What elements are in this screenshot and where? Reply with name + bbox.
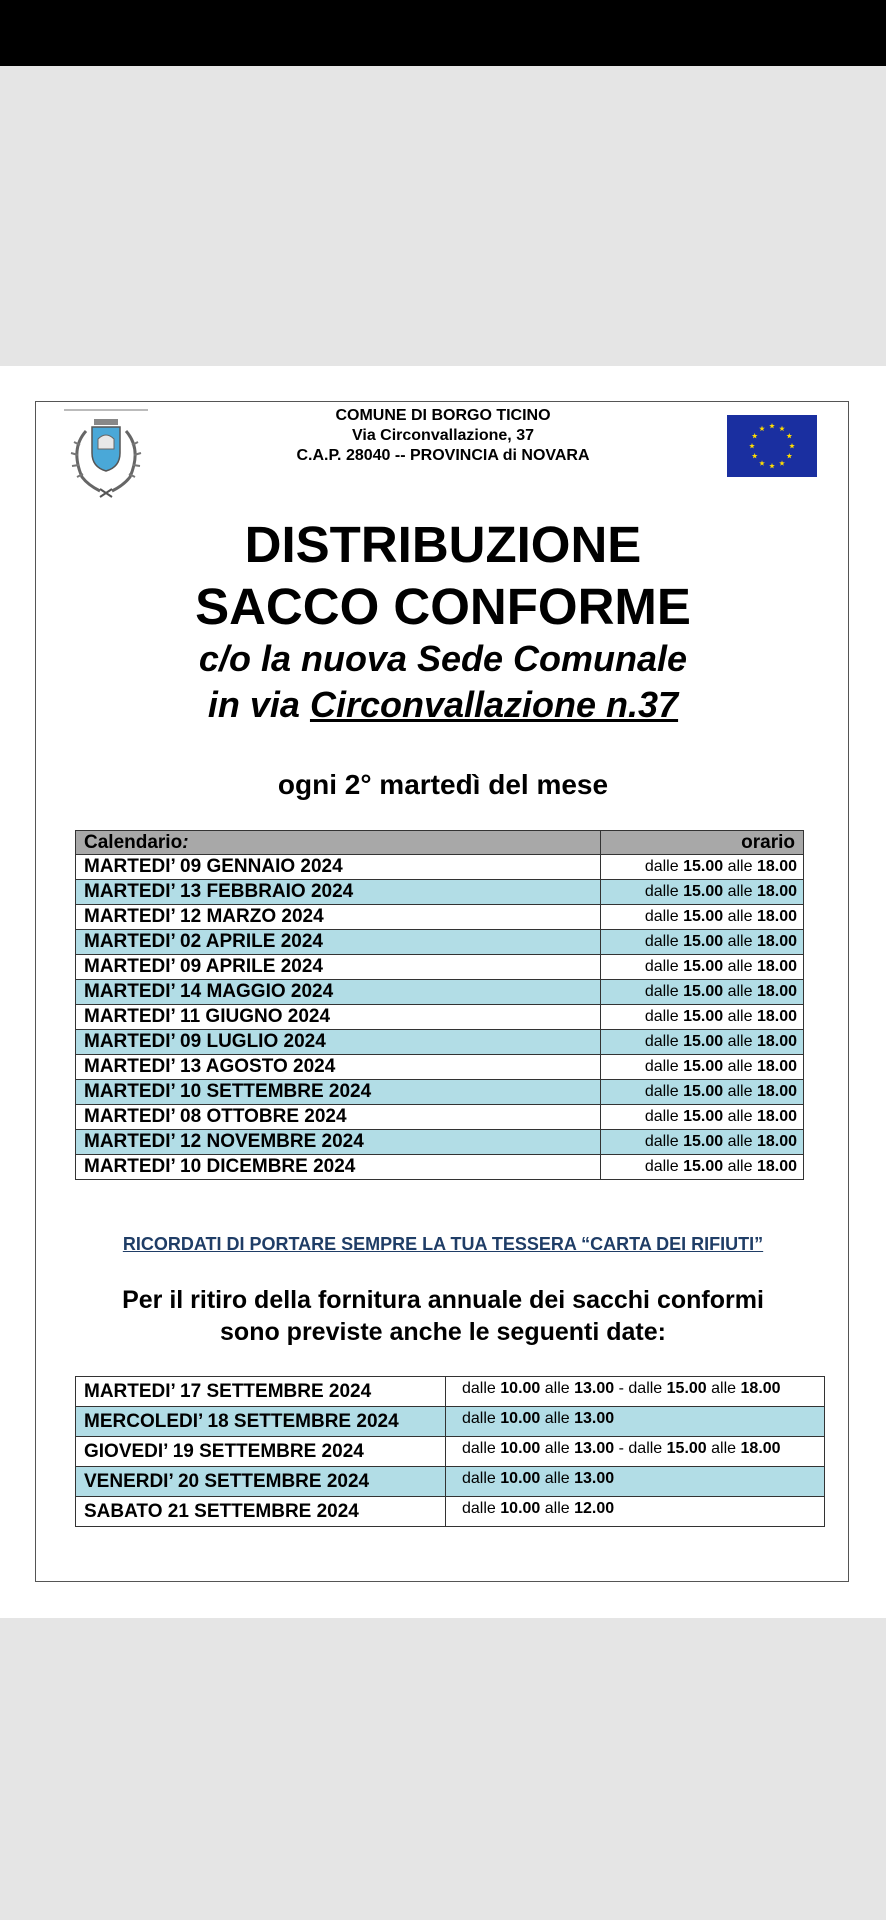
calendar-date: MARTEDI’ 09 LUGLIO 2024 bbox=[76, 1030, 601, 1055]
time-value: 18.00 bbox=[756, 1083, 797, 1100]
extra-date: VENERDI’ 20 SETTEMBRE 2024 bbox=[76, 1467, 446, 1497]
time-word: dalle bbox=[644, 908, 679, 925]
extra-date-row bbox=[76, 1467, 825, 1497]
time-word: dalle bbox=[644, 883, 679, 900]
time-word: dalle bbox=[644, 1108, 679, 1125]
time-value: 15.00 bbox=[683, 883, 724, 900]
time-word: dalle bbox=[644, 933, 679, 950]
calendar-body bbox=[76, 855, 804, 1180]
time-word: dalle bbox=[462, 1500, 496, 1517]
time-word: dalle bbox=[462, 1440, 496, 1457]
time-word: alle bbox=[727, 1158, 753, 1175]
time-word: alle bbox=[727, 858, 753, 875]
calendar-time bbox=[601, 955, 804, 980]
calendar-time bbox=[601, 1030, 804, 1055]
time-word: alle bbox=[727, 1133, 753, 1150]
time-value: 15.00 bbox=[683, 1083, 724, 1100]
calendar-header-date bbox=[76, 831, 601, 855]
time-word: dalle bbox=[644, 858, 679, 875]
time-word: dalle bbox=[644, 958, 679, 975]
note-line-2: sono previste anche le seguenti date: bbox=[220, 1318, 666, 1346]
calendar-table bbox=[75, 830, 804, 1180]
calendar-row bbox=[76, 930, 804, 955]
eu-flag-icon bbox=[727, 415, 817, 477]
time-value: 10.00 bbox=[500, 1380, 541, 1397]
calendar-time bbox=[601, 1080, 804, 1105]
calendar-header-row bbox=[76, 831, 804, 855]
municipality-address: Via Circonvallazione, 37 bbox=[351, 427, 534, 444]
time-word: dalle bbox=[644, 983, 679, 1000]
time-word: alle bbox=[544, 1410, 570, 1427]
extra-date: GIOVEDI’ 19 SETTEMBRE 2024 bbox=[76, 1437, 446, 1467]
extra-date: SABATO 21 SETTEMBRE 2024 bbox=[76, 1497, 446, 1527]
calendar-header-colon: : bbox=[182, 831, 189, 853]
time-word: alle bbox=[727, 883, 753, 900]
extra-date: MARTEDI’ 17 SETTEMBRE 2024 bbox=[76, 1377, 446, 1407]
time-word: alle bbox=[727, 958, 753, 975]
time-word: dalle bbox=[644, 1158, 679, 1175]
calendar-row bbox=[76, 980, 804, 1005]
calendar-date: MARTEDI’ 09 APRILE 2024 bbox=[76, 955, 601, 980]
municipality-postcode: C.A.P. 28040 -- PROVINCIA di NOVARA bbox=[296, 447, 590, 464]
extra-time: dalle 10.00 alle 13.00 - dalle 15.00 alle 18.00 bbox=[446, 1377, 825, 1407]
time-value: 15.00 bbox=[683, 1133, 724, 1150]
time-value: 13.00 bbox=[574, 1470, 615, 1487]
calendar-header-time: orario bbox=[601, 831, 804, 855]
time-word: alle bbox=[727, 908, 753, 925]
time-value: 15.00 bbox=[683, 933, 724, 950]
calendar-row bbox=[76, 855, 804, 880]
title-line-1: DISTRIBUZIONE bbox=[244, 516, 642, 573]
time-value: 18.00 bbox=[756, 1008, 797, 1025]
time-word: alle bbox=[711, 1440, 737, 1457]
time-word: dalle bbox=[644, 1058, 679, 1075]
time-word: dalle bbox=[644, 1033, 679, 1050]
calendar-date: MARTEDI’ 13 FEBBRAIO 2024 bbox=[76, 880, 601, 905]
subtitle-address: Circonvallazione n.37 bbox=[309, 684, 679, 725]
time-word: dalle bbox=[462, 1470, 496, 1487]
time-value: 18.00 bbox=[756, 1158, 797, 1175]
calendar-time bbox=[601, 1155, 804, 1180]
time-value: 15.00 bbox=[683, 958, 724, 975]
time-value: 18.00 bbox=[756, 908, 797, 925]
calendar-row bbox=[76, 1130, 804, 1155]
time-value: 12.00 bbox=[574, 1500, 615, 1517]
calendar-row bbox=[76, 1080, 804, 1105]
time-value: 13.00 bbox=[574, 1410, 615, 1427]
time-value: 15.00 bbox=[666, 1440, 707, 1457]
calendar-time bbox=[601, 980, 804, 1005]
calendar-time bbox=[601, 1105, 804, 1130]
calendar-time bbox=[601, 905, 804, 930]
time-value: 18.00 bbox=[756, 1108, 797, 1125]
time-value: 18.00 bbox=[756, 1058, 797, 1075]
municipal-crest-icon bbox=[64, 409, 148, 499]
time-word: dalle bbox=[628, 1440, 663, 1457]
time-value: 10.00 bbox=[500, 1470, 541, 1487]
calendar-row bbox=[76, 1105, 804, 1130]
time-value: 15.00 bbox=[683, 983, 724, 1000]
extra-date-row bbox=[76, 1407, 825, 1437]
calendar-date: MARTEDI’ 11 GIUGNO 2024 bbox=[76, 1005, 601, 1030]
time-value: 13.00 bbox=[574, 1380, 615, 1397]
subtitle-line-2 bbox=[100, 682, 786, 728]
reminder-text: RICORDATI DI PORTARE SEMPRE LA TUA TESSERA “CARTA DEI RIFIUTI” bbox=[122, 1234, 764, 1254]
calendar-time bbox=[601, 1130, 804, 1155]
time-word: alle bbox=[727, 1033, 753, 1050]
time-word: alle bbox=[727, 1083, 753, 1100]
calendar-date: MARTEDI’ 09 GENNAIO 2024 bbox=[76, 855, 601, 880]
page-title bbox=[100, 514, 786, 638]
time-value: 15.00 bbox=[683, 1108, 724, 1125]
time-word: dalle bbox=[628, 1380, 663, 1397]
calendar-row bbox=[76, 955, 804, 980]
extra-date-row bbox=[76, 1497, 825, 1527]
time-value: 18.00 bbox=[756, 933, 797, 950]
extra-dates-table bbox=[75, 1376, 825, 1527]
note-line-1: Per il ritiro della fornitura annuale dei sacchi conformi bbox=[122, 1286, 764, 1314]
frequency-text: ogni 2° martedì del mese bbox=[277, 769, 609, 800]
calendar-row bbox=[76, 880, 804, 905]
location-subtitle bbox=[100, 636, 786, 728]
time-value: 18.00 bbox=[756, 1033, 797, 1050]
document-page bbox=[0, 366, 886, 1618]
extra-date: MERCOLEDI’ 18 SETTEMBRE 2024 bbox=[76, 1407, 446, 1437]
extra-dates-note bbox=[80, 1284, 806, 1348]
calendar-time bbox=[601, 880, 804, 905]
calendar-date: MARTEDI’ 08 OTTOBRE 2024 bbox=[76, 1105, 601, 1130]
extra-time: dalle 10.00 alle 13.00 - dalle 15.00 alle 18.00 bbox=[446, 1437, 825, 1467]
time-value: 10.00 bbox=[500, 1410, 541, 1427]
time-word: alle bbox=[544, 1500, 570, 1517]
calendar-row bbox=[76, 905, 804, 930]
time-word: alle bbox=[727, 1058, 753, 1075]
time-word: dalle bbox=[462, 1380, 496, 1397]
time-word: alle bbox=[544, 1440, 570, 1457]
extra-time bbox=[446, 1407, 825, 1437]
time-value: 18.00 bbox=[740, 1440, 781, 1457]
time-value: 15.00 bbox=[683, 1158, 724, 1175]
calendar-time bbox=[601, 855, 804, 880]
time-word: alle bbox=[727, 983, 753, 1000]
time-value: 18.00 bbox=[756, 858, 797, 875]
subtitle-prefix: in via bbox=[207, 684, 310, 725]
calendar-row bbox=[76, 1155, 804, 1180]
title-line-2: SACCO CONFORME bbox=[195, 578, 691, 635]
extra-time bbox=[446, 1467, 825, 1497]
calendar-time bbox=[601, 1005, 804, 1030]
subtitle-line-1: c/o la nuova Sede Comunale bbox=[198, 638, 688, 679]
time-word: alle bbox=[727, 1008, 753, 1025]
extra-dates-body bbox=[76, 1377, 825, 1527]
calendar-date: MARTEDI’ 14 MAGGIO 2024 bbox=[76, 980, 601, 1005]
calendar-date: MARTEDI’ 12 NOVEMBRE 2024 bbox=[76, 1130, 601, 1155]
extra-date-row bbox=[76, 1377, 825, 1407]
time-word: dalle bbox=[644, 1133, 679, 1150]
calendar-time bbox=[601, 930, 804, 955]
time-word: alle bbox=[711, 1380, 737, 1397]
time-value: 15.00 bbox=[683, 1008, 724, 1025]
calendar-date: MARTEDI’ 12 MARZO 2024 bbox=[76, 905, 601, 930]
time-word: alle bbox=[544, 1470, 570, 1487]
calendar-header-date-label: Calendario bbox=[84, 831, 183, 853]
calendar-time bbox=[601, 1055, 804, 1080]
time-word: dalle bbox=[462, 1410, 496, 1427]
time-value: 18.00 bbox=[756, 883, 797, 900]
time-value: 18.00 bbox=[740, 1380, 781, 1397]
time-word: dalle bbox=[644, 1008, 679, 1025]
top-black-bar bbox=[0, 0, 886, 66]
time-word: alle bbox=[727, 1108, 753, 1125]
time-value: 18.00 bbox=[756, 1133, 797, 1150]
time-value: 10.00 bbox=[500, 1500, 541, 1517]
time-word: alle bbox=[727, 933, 753, 950]
time-value: 15.00 bbox=[683, 858, 724, 875]
time-value: 15.00 bbox=[683, 908, 724, 925]
time-value: 18.00 bbox=[756, 983, 797, 1000]
time-value: 10.00 bbox=[500, 1440, 541, 1457]
calendar-row bbox=[76, 1055, 804, 1080]
time-value: 18.00 bbox=[756, 958, 797, 975]
time-word: dalle bbox=[644, 1083, 679, 1100]
extra-date-row bbox=[76, 1437, 825, 1467]
municipality-header bbox=[200, 406, 686, 466]
time-value: 15.00 bbox=[683, 1033, 724, 1050]
calendar-row bbox=[76, 1005, 804, 1030]
municipality-name: COMUNE DI BORGO TICINO bbox=[335, 407, 551, 424]
calendar-date: MARTEDI’ 10 SETTEMBRE 2024 bbox=[76, 1080, 601, 1105]
time-word: alle bbox=[544, 1380, 570, 1397]
calendar-date: MARTEDI’ 02 APRILE 2024 bbox=[76, 930, 601, 955]
time-value: 13.00 bbox=[574, 1440, 615, 1457]
calendar-row bbox=[76, 1030, 804, 1055]
extra-time bbox=[446, 1497, 825, 1527]
calendar-date: MARTEDI’ 10 DICEMBRE 2024 bbox=[76, 1155, 601, 1180]
calendar-date: MARTEDI’ 13 AGOSTO 2024 bbox=[76, 1055, 601, 1080]
time-value: 15.00 bbox=[666, 1380, 707, 1397]
time-value: 15.00 bbox=[683, 1058, 724, 1075]
